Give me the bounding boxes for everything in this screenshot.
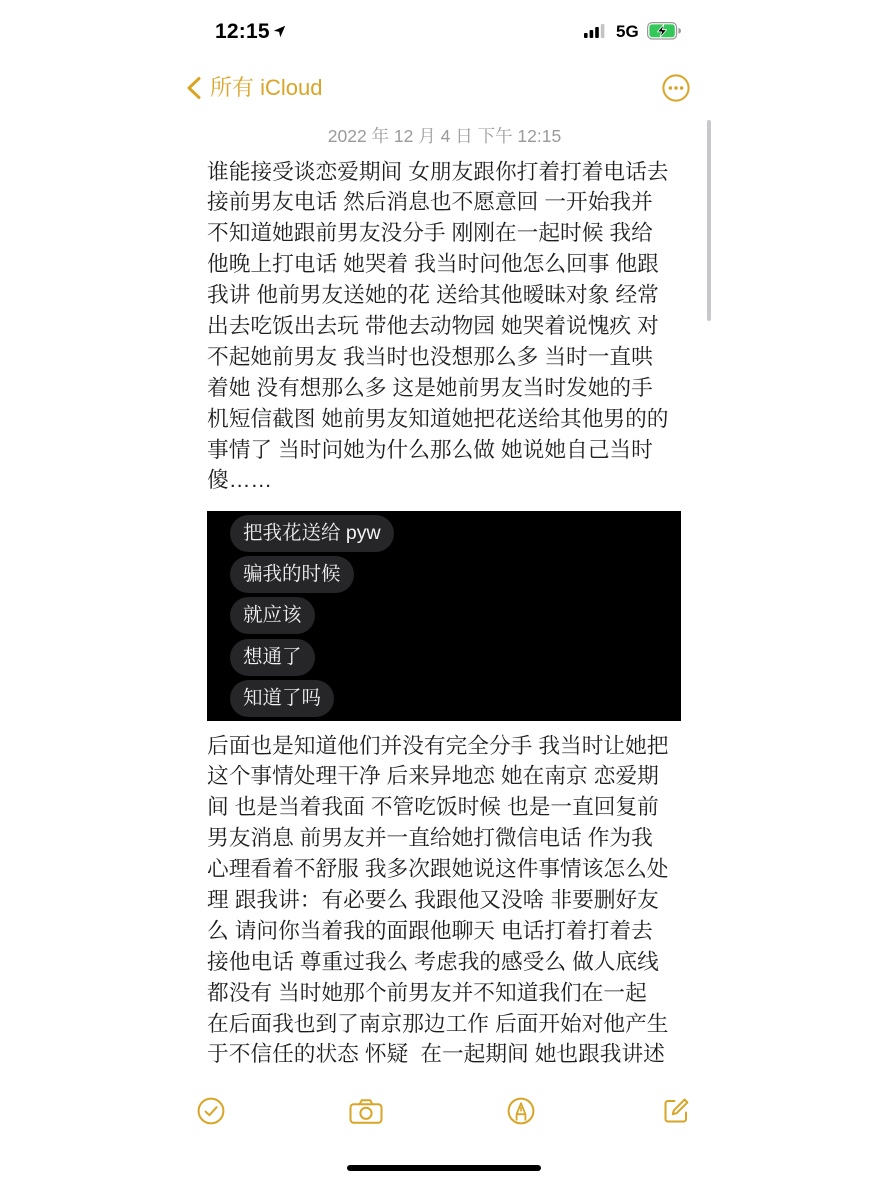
battery-charging-icon xyxy=(647,22,683,40)
note-text-line: 傻…… xyxy=(207,467,273,493)
message-bubble: 把我花送给 pyw xyxy=(230,515,394,552)
note-body-text[interactable] xyxy=(207,731,707,1071)
location-arrow-icon xyxy=(273,25,286,38)
back-button[interactable] xyxy=(183,74,328,102)
note-text-line: 着她 没有想那么多 这是她前男友当时发她的手 xyxy=(207,374,653,400)
chevron-left-icon xyxy=(185,76,203,100)
status-time: 12:15 xyxy=(215,20,270,43)
note-text-line: 么 请问你当着我的面跟他聊天 电话打着打着去 xyxy=(207,917,653,943)
note-text-line: 出去吃饭出去玩 带他去动物园 她哭着说愧疚 对 xyxy=(207,312,659,338)
message-bubble: 就应该 xyxy=(230,597,315,634)
nav-bar xyxy=(180,68,710,108)
note-text-line: 他晚上打电话 她哭着 我当时问他怎么回事 他跟 xyxy=(207,251,659,277)
more-button[interactable] xyxy=(662,74,690,102)
markup-button[interactable] xyxy=(507,1097,535,1125)
cellular-signal-icon xyxy=(584,24,606,38)
note-text-line: 间 也是当着我面 不管吃饭时候 也是一直回复前 xyxy=(207,794,659,820)
note-text-line: 不起她前男友 我当时也没想那么多 当时一直哄 xyxy=(207,343,653,369)
note-text-line: 这个事情处理干净 后来异地恋 她在南京 恋爱期 xyxy=(207,763,659,789)
note-text-line: 男友消息 前男友并一直给她打微信电话 作为我 xyxy=(207,825,653,851)
note-text-line: 事情了 当时问她为什么那么做 她说她自己当时 xyxy=(207,436,653,462)
note-text-line: 接他电话 尊重过我么 考虑我的感受么 做人底线 xyxy=(207,948,659,974)
note-text-line: 在后面我也到了南京那边工作 后面开始对他产生 xyxy=(207,1010,669,1036)
note-text-line: 接前男友电话 然后消息也不愿意回 一开始我并 xyxy=(207,189,653,215)
note-text-line: 不知道她跟前男友没分手 刚刚在一起时候 我给 xyxy=(207,220,653,246)
home-indicator[interactable] xyxy=(347,1165,541,1171)
note-text-line: 心理看着不舒服 我多次跟她说这件事情该怎么处 xyxy=(207,856,669,882)
message-bubble: 骗我的时候 xyxy=(230,556,354,593)
note-text-line: 我讲 他前男友送她的花 送给其他暧昧对象 经常 xyxy=(207,282,659,308)
signal-bar xyxy=(595,27,599,38)
camera-icon xyxy=(349,1097,383,1125)
message-bubble: 想通了 xyxy=(230,639,315,676)
note-date: 2022 年 12 月 4 日 下午 12:15 xyxy=(327,126,562,146)
note-text-line: 机短信截图 她前男友知道她把花送给其他男的的 xyxy=(207,405,669,431)
signal-bar xyxy=(601,24,605,38)
network-type: 5G xyxy=(616,22,639,41)
back-label: 所有 iCloud xyxy=(210,75,323,100)
scroll-indicator[interactable] xyxy=(707,120,711,321)
signal-bar xyxy=(590,30,594,38)
compose-button[interactable] xyxy=(662,1097,690,1125)
note-content xyxy=(185,112,715,1070)
note-text-line: 谁能接受谈恋爱期间 女朋友跟你打着打着电话去 xyxy=(207,158,669,184)
signal-bar xyxy=(584,33,588,38)
camera-button[interactable] xyxy=(349,1097,383,1125)
note-text-line: 后面也是知道他们并没有完全分手 我当时让她把 xyxy=(207,732,669,758)
note-text-line: 都没有 当时她那个前男友并不知道我们在一起 xyxy=(207,979,647,1005)
note-image-attachment[interactable] xyxy=(207,511,681,721)
ellipsis-circle-icon xyxy=(662,74,690,102)
note-text-line: 理 跟我讲：有必要么 我跟他又没啥 非要删好友 xyxy=(207,886,659,912)
message-bubble: 知道了吗 xyxy=(230,680,334,717)
checklist-icon xyxy=(197,1097,225,1125)
compose-icon xyxy=(662,1097,690,1125)
checklist-button[interactable] xyxy=(197,1097,225,1125)
status-bar xyxy=(185,14,705,50)
markup-icon xyxy=(507,1097,535,1125)
bottom-toolbar xyxy=(185,1085,705,1137)
note-body-text[interactable] xyxy=(207,157,707,497)
note-text-line: 于不信任的状态 怀疑 在一起期间 她也跟我讲述 xyxy=(207,1041,665,1067)
